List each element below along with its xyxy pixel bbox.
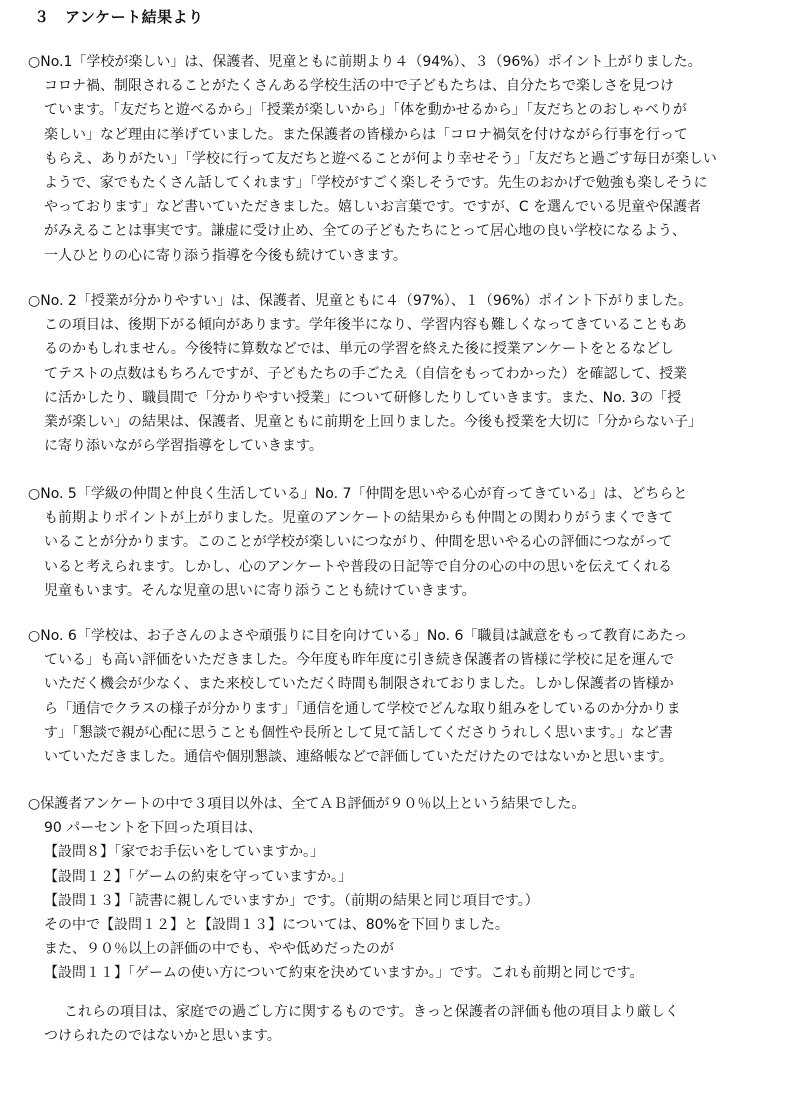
paragraph-line: 業が楽しい」の結果は、保護者、児童ともに前期を上回りました。今後も授業を大切に「分からない子」 (44, 413, 702, 430)
survey-item-q11: 【設問１１】「ゲームの使い方について約束を決めていますか。」です。これも前期と同じです。 (44, 965, 644, 982)
paragraph-line: 一人ひとりの心に寄り添う指導を今後も続けていきます。 (44, 247, 407, 264)
paragraph-line: ○保護者アンケートの中で３項目以外は、全てＡＢ評価が９０％以上という結果でした。 (28, 796, 586, 812)
paragraph-line: ○No. 2「授業が分かりやすい」は、保護者、児童ともに４（97%）、１（96%）ポイント下がりました。 (28, 293, 693, 309)
paragraph-line: に寄り添いながら学習指導をしていきます。 (44, 438, 323, 455)
paragraph-line: 90 パーセントを下回った項目は、 (44, 820, 262, 837)
paragraph-line: いただく機会が少なく、また来校していただく時間も制限されておりました。しかし保護者の皆様か (44, 676, 674, 693)
paragraph-line: に活かしたり、職員間で「分かりやすい授業」について研修したりしていきます。また、No. 3の「授 (44, 389, 682, 406)
paragraph-parent-survey-summary (28, 792, 784, 986)
survey-item-q12: 【設問１２】「ゲームの約束を守っていますか。」 (44, 868, 352, 885)
paragraph-line: ○No. 6「学校は、お子さんのよさや頑張りに目を向けている」No. 6「職員は誠意をもって教育にあたっ (28, 628, 688, 644)
paragraph-line: ○No.1「学校が楽しい」は、保護者、児童ともに前期より４（94%）、３（96%）ポイント上がりました。 (28, 54, 702, 70)
paragraph-no2-lesson-clarity (28, 289, 784, 458)
paragraph-line: いていただきました。通信や個別懇談、連絡帳などで評価していただけたのではないかと思います。 (44, 748, 673, 765)
paragraph-line: がみえることは事実です。謙虚に受け止め、全ての子どもたちにとって居心地の良い学校になるよう、 (44, 223, 687, 240)
section-heading: ３ アンケート結果より (34, 8, 204, 26)
paragraph-line: るのかもしれません。今後特に算数などでは、単元の学習を終えた後に授業アンケートをとるなどし (44, 341, 674, 358)
paragraph-line: もらえ、ありがたい」「学校に行って友だちと遊べることが何より幸せそう」「友だちと過ごす毎日が楽しい (44, 150, 717, 167)
paragraph-line: また、９０％以上の評価の中でも、やや低めだったのが (44, 941, 394, 958)
survey-item-q13: 【設問１３】「読書に親しんでいますか」です。（前期の結果と同じ項目です。） (44, 892, 539, 909)
paragraph-line: これらの項目は、家庭での過ごし方に関するものです。きっと保護者の評価も他の項目より厳しく (64, 1004, 679, 1020)
paragraph-line: ている」も高い評価をいただきました。今年度も昨年度に引き続き保護者の皆様に学校に足を運んで (44, 652, 674, 669)
paragraph-no1-school-enjoyment (28, 50, 784, 268)
paragraph-line: いることが分かります。このことが学校が楽しいにつながり、仲間を思いやる心の評価につながって (44, 534, 673, 551)
paragraph-line: やっております」など書いていただきました。嬉しいお言葉です。ですが、C を選んでいる児童や保護者 (44, 199, 702, 216)
paragraph-line: てテストの点数はもちろんですが、子どもたちの手ごたえ（自信をもってわかった）を確認して、授業 (44, 365, 688, 382)
paragraph-line: 児童もいます。そんな児童の思いに寄り添うことも続けていきます。 (44, 582, 476, 599)
paragraph-no6-staff-evaluation (28, 624, 784, 769)
paragraph-line: ようで、家でもたくさん話してくれます」「学校がすごく楽しそうです。先生のおかげで勉強も楽しそうに (44, 174, 708, 191)
paragraph-line: ています。「友だちと遊べるから」「授業が楽しいから」「体を動かせるから」「友だちとのおしゃべりが (44, 102, 687, 119)
paragraph-line: この項目は、後期下がる傾向があります。学年後半になり、学習内容も難しくなってきていることもあ (44, 317, 687, 334)
paragraph-line: いると考えられます。しかし、心のアンケートや普段の日記等で自分の心の中の思いを伝えてくれる (44, 558, 673, 575)
paragraph-line: 楽しい」など理由に挙げていました。また保護者の皆様からは「コロナ禍気を付けながら行事を行って (44, 126, 688, 143)
paragraph-line: ら「通信でクラスの様子が分かります」「通信を通して学校でどんな取り組みをしているのか分かりま (44, 700, 681, 717)
paragraph-line: す」「懇談で親が心配に思うことも個性や長所として見て話してくださりうれしく思います。」など書 (44, 724, 673, 741)
paragraph-closing-remarks (28, 1000, 784, 1048)
paragraph-line: も前期よりポイントが上がりました。児童のアンケートの結果からも仲間との関わりがうまくできて (44, 510, 674, 527)
survey-item-q8: 【設問８】「家でお手伝いをしていますか。」 (44, 844, 324, 861)
paragraph-line: つけられたのではないかと思います。 (44, 1028, 281, 1045)
paragraph-line: その中で【設問１２】と【設問１３】については、80%を下回りました。 (44, 916, 509, 933)
paragraph-no5-no7-classmates (28, 482, 784, 603)
paragraph-line: コロナ禍、制限されることがたくさんある学校生活の中で子どもたちは、自分たちで楽しさを見つけ (44, 78, 674, 95)
paragraph-line: ○No. 5「学級の仲間と仲良く生活している」No. 7「仲間を思いやる心が育ってきている」は、どちらと (28, 486, 688, 502)
